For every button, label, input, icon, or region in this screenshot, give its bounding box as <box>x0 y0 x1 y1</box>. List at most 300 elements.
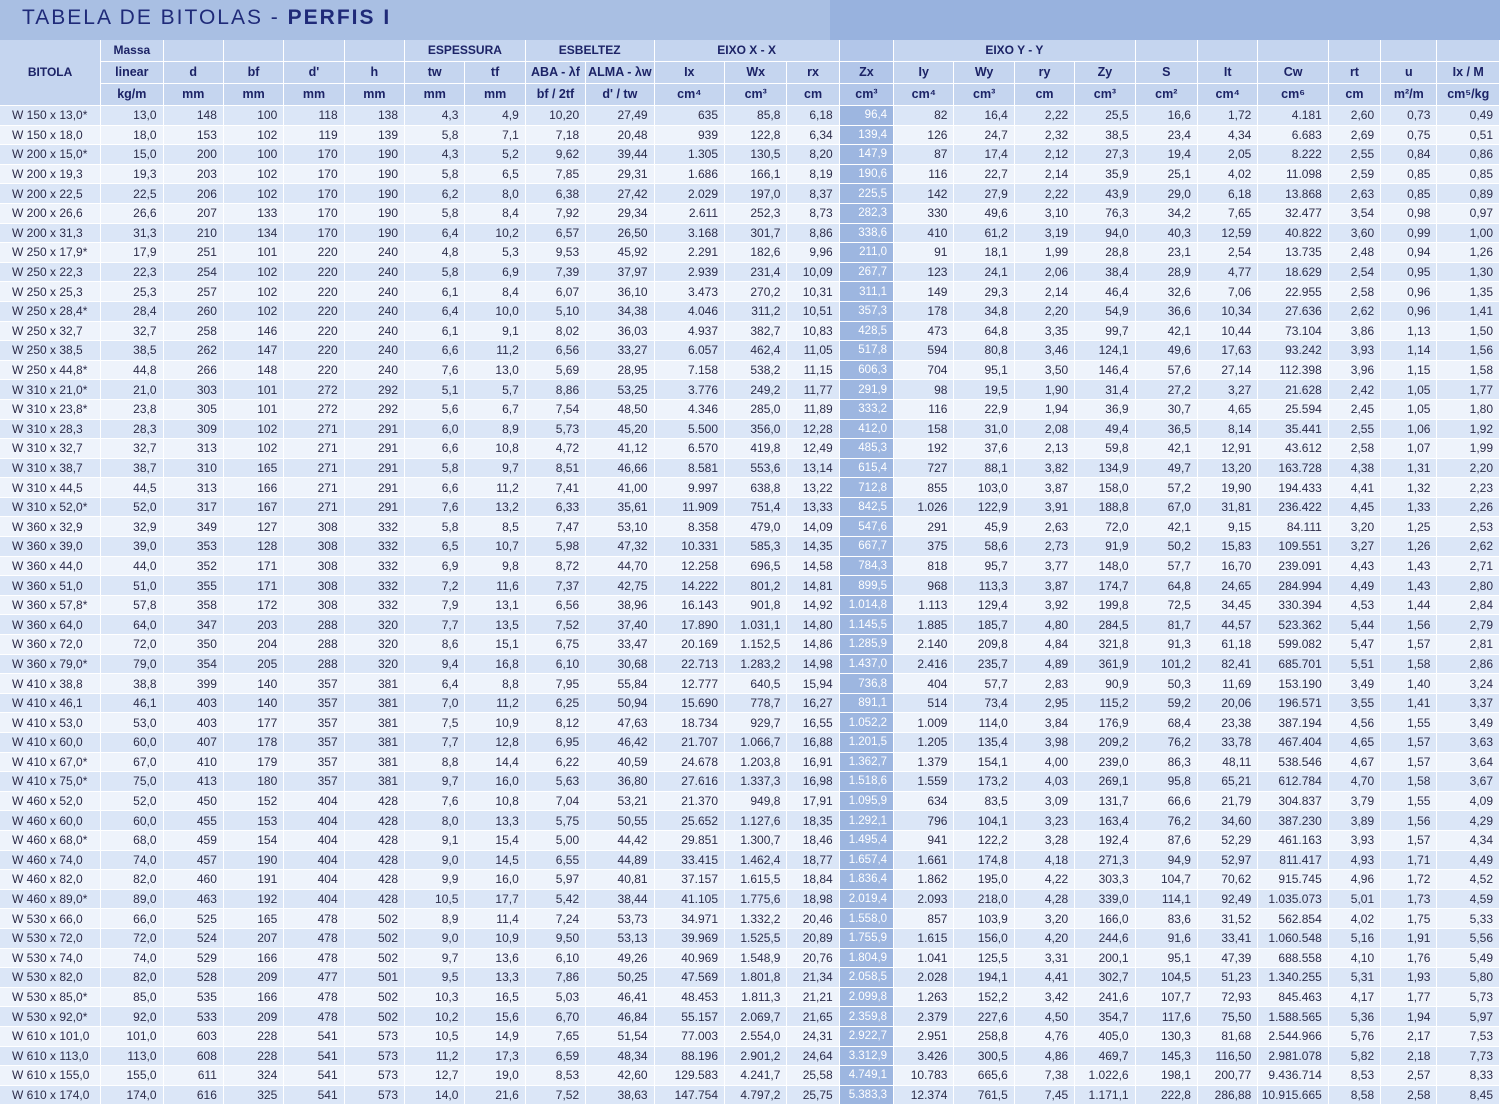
table-cell: 2,84 <box>1437 595 1500 615</box>
table-cell: 10.915.665 <box>1258 1085 1328 1105</box>
table-container <box>0 40 1500 1109</box>
table-cell: 288 <box>284 635 344 655</box>
table-cell: 206 <box>163 184 223 204</box>
table-cell: 8,58 <box>1328 1085 1380 1105</box>
bitola-cell: W 360 x 44,0 <box>0 556 101 576</box>
table-cell: 129,4 <box>954 595 1014 615</box>
table-cell: 1.066,7 <box>725 733 787 753</box>
table-cell: 404 <box>284 830 344 850</box>
table-cell: 209,2 <box>1075 733 1135 753</box>
table-cell: 190,6 <box>839 164 893 184</box>
table-cell: 1.559 <box>894 772 954 792</box>
table-cell: 3,67 <box>1437 772 1500 792</box>
table-cell: 49,26 <box>586 948 654 968</box>
table-cell: 353 <box>163 537 223 557</box>
table-cell: 381 <box>344 674 404 694</box>
table-cell: 12,8 <box>465 733 525 753</box>
table-cell: 1.862 <box>894 870 954 890</box>
table-cell: 929,7 <box>725 713 787 733</box>
bitola-cell: W 150 x 18,0 <box>0 125 101 145</box>
table-cell: 21,65 <box>787 1007 839 1027</box>
table-cell: 5,49 <box>1437 948 1500 968</box>
table-cell: 7,9 <box>405 595 465 615</box>
table-cell: 941 <box>894 830 954 850</box>
table-cell: 7,38 <box>1014 1066 1074 1086</box>
table-cell: 7,7 <box>405 733 465 753</box>
table-cell: 525 <box>163 909 223 929</box>
table-cell: 667,7 <box>839 537 893 557</box>
table-cell: 2.291 <box>654 243 724 263</box>
table-cell: 158 <box>894 419 954 439</box>
table-cell: 154,1 <box>954 752 1014 772</box>
table-cell: 64,8 <box>954 321 1014 341</box>
column-unit-21: cm <box>1328 84 1380 106</box>
column-header-10: Ix <box>654 62 724 84</box>
table-cell: 240 <box>344 341 404 361</box>
table-cell: 16,0 <box>465 772 525 792</box>
table-cell: 3.776 <box>654 380 724 400</box>
table-cell: 11,2 <box>465 693 525 713</box>
table-cell: 104,5 <box>1135 968 1197 988</box>
table-cell: 332 <box>344 537 404 557</box>
table-cell: 603 <box>163 1026 223 1046</box>
table-cell: 13,2 <box>465 497 525 517</box>
table-cell: 260 <box>163 301 223 321</box>
bitola-cell: W 460 x 89,0* <box>0 889 101 909</box>
table-cell: 32,7 <box>101 439 163 459</box>
table-cell: 357 <box>284 752 344 772</box>
table-cell: 1.031,1 <box>725 615 787 635</box>
header-rt-blank <box>1328 40 1380 62</box>
table-cell: 101 <box>223 399 283 419</box>
table-cell: 308 <box>284 595 344 615</box>
table-cell: 6,55 <box>525 850 585 870</box>
bitola-cell: W 530 x 82,0 <box>0 968 101 988</box>
bitola-cell: W 250 x 28,4* <box>0 301 101 321</box>
column-unit-7: mm <box>465 84 525 106</box>
table-cell: 3,98 <box>1014 733 1074 753</box>
table-cell: 104,1 <box>954 811 1014 831</box>
table-cell: 1,41 <box>1381 693 1437 713</box>
table-cell: 42,75 <box>586 576 654 596</box>
column-unit-14: cm⁴ <box>894 84 954 106</box>
table-cell: 3,28 <box>1014 830 1074 850</box>
table-cell: 148 <box>163 106 223 126</box>
table-cell: 541 <box>284 1066 344 1086</box>
table-cell: 36,9 <box>1075 399 1135 419</box>
table-cell: 332 <box>344 517 404 537</box>
table-cell: 76,2 <box>1135 733 1197 753</box>
table-cell: 502 <box>344 1007 404 1027</box>
table-cell: 502 <box>344 928 404 948</box>
table-cell: 1.014,8 <box>839 595 893 615</box>
table-cell: 153 <box>163 125 223 145</box>
table-cell: 291,9 <box>839 380 893 400</box>
table-cell: 18.734 <box>654 713 724 733</box>
table-cell: 291 <box>894 517 954 537</box>
table-cell: 41.105 <box>654 889 724 909</box>
table-cell: 381 <box>344 752 404 772</box>
table-cell: 0,85 <box>1381 184 1437 204</box>
table-cell: 3,49 <box>1328 674 1380 694</box>
table-cell: 11.098 <box>1258 164 1328 184</box>
bitola-cell: W 250 x 38,5 <box>0 341 101 361</box>
table-cell: 131,7 <box>1075 791 1135 811</box>
table-cell: 2,20 <box>1014 301 1074 321</box>
table-cell: 1.203,8 <box>725 752 787 772</box>
bitola-cell: W 530 x 66,0 <box>0 909 101 929</box>
table-cell: 5,6 <box>405 399 465 419</box>
table-cell: 91,9 <box>1075 537 1135 557</box>
table-cell: 5,01 <box>1328 889 1380 909</box>
table-cell: 6,18 <box>787 106 839 126</box>
table-cell: 3,23 <box>1014 811 1074 831</box>
table-cell: 5,00 <box>525 830 585 850</box>
table-cell: 404 <box>894 674 954 694</box>
table-cell: 1,94 <box>1381 1007 1437 1027</box>
table-cell: 450 <box>163 791 223 811</box>
column-unit-22: m²/m <box>1381 84 1437 106</box>
table-cell: 170 <box>284 184 344 204</box>
header-massa: Massa <box>101 40 163 62</box>
table-cell: 200 <box>163 145 223 165</box>
table-cell: 3,84 <box>1014 713 1074 733</box>
table-cell: 541 <box>284 1085 344 1105</box>
table-cell: 33,27 <box>586 341 654 361</box>
table-cell: 638,8 <box>725 478 787 498</box>
table-cell: 114,1 <box>1135 889 1197 909</box>
table-cell: 4,89 <box>1014 654 1074 674</box>
table-cell: 2,55 <box>1328 419 1380 439</box>
table-cell: 562.854 <box>1258 909 1328 929</box>
table-cell: 101,0 <box>101 1026 163 1046</box>
table-cell: 44,89 <box>586 850 654 870</box>
table-cell: 46,42 <box>586 733 654 753</box>
table-row <box>0 635 1500 655</box>
table-cell: 172 <box>223 595 283 615</box>
table-cell: 220 <box>284 243 344 263</box>
table-cell: 8,73 <box>787 203 839 223</box>
table-cell: 240 <box>344 262 404 282</box>
table-cell: 10,34 <box>1197 301 1257 321</box>
table-cell: 95,1 <box>1135 948 1197 968</box>
table-cell: 122,9 <box>954 497 1014 517</box>
table-cell: 4.046 <box>654 301 724 321</box>
table-cell: 2,62 <box>1328 301 1380 321</box>
table-cell: 2,22 <box>1014 184 1074 204</box>
table-cell: 1,71 <box>1381 850 1437 870</box>
table-cell: 2.029 <box>654 184 724 204</box>
table-cell: 354 <box>163 654 223 674</box>
table-cell: 22,5 <box>101 184 163 204</box>
table-cell: 271 <box>284 439 344 459</box>
table-cell: 22,3 <box>101 262 163 282</box>
table-cell: 3.426 <box>894 1046 954 1066</box>
bitola-cell: W 310 x 44,5 <box>0 478 101 498</box>
table-cell: 1.285,9 <box>839 635 893 655</box>
table-cell: 205 <box>223 654 283 674</box>
table-cell: 58,6 <box>954 537 1014 557</box>
table-row <box>0 576 1500 596</box>
table-cell: 174,8 <box>954 850 1014 870</box>
table-cell: 10,8 <box>465 791 525 811</box>
table-cell: 291 <box>344 439 404 459</box>
table-cell: 1,55 <box>1381 791 1437 811</box>
table-cell: 74,0 <box>101 948 163 968</box>
table-row <box>0 752 1500 772</box>
header-bf-blank <box>223 40 283 62</box>
table-cell: 178 <box>894 301 954 321</box>
table-cell: 308 <box>284 576 344 596</box>
table-cell: 13,1 <box>465 595 525 615</box>
table-cell: 89,0 <box>101 889 163 909</box>
title-bar <box>0 0 1500 40</box>
table-cell: 130,5 <box>725 145 787 165</box>
table-cell: 258,8 <box>954 1026 1014 1046</box>
column-unit-20: cm⁶ <box>1258 84 1328 106</box>
table-cell: 292 <box>344 380 404 400</box>
table-cell: 7,65 <box>525 1026 585 1046</box>
table-cell: 64,8 <box>1135 576 1197 596</box>
header-s-blank <box>1135 40 1197 62</box>
table-cell: 1,77 <box>1381 987 1437 1007</box>
table-cell: 81,7 <box>1135 615 1197 635</box>
table-cell: 30,7 <box>1135 399 1197 419</box>
column-header-12: rx <box>787 62 839 84</box>
table-cell: 8,0 <box>465 184 525 204</box>
table-cell: 37,40 <box>586 615 654 635</box>
table-row <box>0 1026 1500 1046</box>
table-row <box>0 693 1500 713</box>
table-cell: 1,35 <box>1437 282 1500 302</box>
table-cell: 6,10 <box>525 654 585 674</box>
table-cell: 1,72 <box>1381 870 1437 890</box>
table-cell: 25,75 <box>787 1085 839 1105</box>
table-row <box>0 203 1500 223</box>
table-cell: 5,42 <box>525 889 585 909</box>
table-cell: 1.152,5 <box>725 635 787 655</box>
table-cell: 7,04 <box>525 791 585 811</box>
table-cell: 220 <box>284 282 344 302</box>
table-cell: 612.784 <box>1258 772 1328 792</box>
column-unit-1: kg/m <box>101 84 163 106</box>
table-cell: 1.379 <box>894 752 954 772</box>
table-cell: 606,3 <box>839 360 893 380</box>
table-cell: 10,20 <box>525 106 585 126</box>
table-cell: 404 <box>284 850 344 870</box>
table-cell: 0,97 <box>1437 203 1500 223</box>
header-zx-blank <box>839 40 893 62</box>
table-cell: 3,37 <box>1437 693 1500 713</box>
table-cell: 3,31 <box>1014 948 1074 968</box>
bitola-cell: W 530 x 92,0* <box>0 1007 101 1027</box>
header-u-blank <box>1381 40 1437 62</box>
table-cell: 113,3 <box>954 576 1014 596</box>
table-cell: 20,46 <box>787 909 839 929</box>
table-cell: 0,84 <box>1381 145 1437 165</box>
table-cell: 6.683 <box>1258 125 1328 145</box>
table-cell: 9,7 <box>405 772 465 792</box>
table-cell: 95,8 <box>1135 772 1197 792</box>
table-cell: 38,96 <box>586 595 654 615</box>
table-cell: 3,09 <box>1014 791 1074 811</box>
column-header-4: d' <box>284 62 344 84</box>
table-cell: 15,6 <box>465 1007 525 1027</box>
table-cell: 59,8 <box>1075 439 1135 459</box>
table-cell: 266 <box>163 360 223 380</box>
table-cell: 83,6 <box>1135 909 1197 929</box>
table-cell: 547,6 <box>839 517 893 537</box>
table-cell: 523.362 <box>1258 615 1328 635</box>
table-cell: 4.241,7 <box>725 1066 787 1086</box>
table-cell: 147,9 <box>839 145 893 165</box>
table-cell: 16,27 <box>787 693 839 713</box>
table-cell: 419,8 <box>725 439 787 459</box>
table-cell: 2.922,7 <box>839 1026 893 1046</box>
table-cell: 6,59 <box>525 1046 585 1066</box>
table-cell: 32,9 <box>101 517 163 537</box>
table-cell: 949,8 <box>725 791 787 811</box>
table-cell: 34,45 <box>1197 595 1257 615</box>
table-cell: 2,23 <box>1437 478 1500 498</box>
table-cell: 665,6 <box>954 1066 1014 1086</box>
table-cell: 4,09 <box>1437 791 1500 811</box>
table-row <box>0 968 1500 988</box>
table-cell: 4,59 <box>1437 889 1500 909</box>
table-cell: 138 <box>344 106 404 126</box>
table-cell: 7,95 <box>525 674 585 694</box>
table-cell: 249,2 <box>725 380 787 400</box>
title-text: TABELA DE BITOLAS - <box>22 6 288 29</box>
table-cell: 47.569 <box>654 968 724 988</box>
table-cell: 405,0 <box>1075 1026 1135 1046</box>
table-cell: 301,7 <box>725 223 787 243</box>
table-cell: 13,33 <box>787 497 839 517</box>
table-cell: 1,57 <box>1381 635 1437 655</box>
table-cell: 0,94 <box>1381 243 1437 263</box>
table-cell: 3,63 <box>1437 733 1500 753</box>
column-header-2: d <box>163 62 223 84</box>
table-cell: 2,60 <box>1328 106 1380 126</box>
table-cell: 403 <box>163 713 223 733</box>
table-cell: 127 <box>223 517 283 537</box>
table-cell: 1,56 <box>1381 615 1437 635</box>
table-cell: 2,80 <box>1437 576 1500 596</box>
table-cell: 4,65 <box>1197 399 1257 419</box>
table-cell: 801,2 <box>725 576 787 596</box>
table-cell: 239,0 <box>1075 752 1135 772</box>
table-cell: 170 <box>284 223 344 243</box>
table-cell: 5,16 <box>1328 928 1380 948</box>
table-cell: 240 <box>344 282 404 302</box>
table-cell: 428,5 <box>839 321 893 341</box>
table-cell: 272 <box>284 380 344 400</box>
table-cell: 70,62 <box>1197 870 1257 890</box>
table-cell: 16,5 <box>465 987 525 1007</box>
table-cell: 784,3 <box>839 556 893 576</box>
table-cell: 1,73 <box>1381 889 1437 909</box>
table-cell: 915.745 <box>1258 870 1328 890</box>
table-cell: 25.652 <box>654 811 724 831</box>
table-cell: 381 <box>344 713 404 733</box>
table-cell: 24,7 <box>954 125 1014 145</box>
table-cell: 1,57 <box>1381 752 1437 772</box>
table-cell: 350 <box>163 635 223 655</box>
table-cell: 12.777 <box>654 674 724 694</box>
table-cell: 33.415 <box>654 850 724 870</box>
table-cell: 3,91 <box>1014 497 1074 517</box>
table-cell: 33,78 <box>1197 733 1257 753</box>
table-cell: 15.690 <box>654 693 724 713</box>
table-cell: 2,13 <box>1014 439 1074 459</box>
table-cell: 21,6 <box>465 1085 525 1105</box>
table-cell: 38,44 <box>586 889 654 909</box>
table-cell: 6,33 <box>525 497 585 517</box>
bitola-cell: W 410 x 38,8 <box>0 674 101 694</box>
table-cell: 271 <box>284 478 344 498</box>
table-cell: 102 <box>223 301 283 321</box>
table-cell: 308 <box>284 517 344 537</box>
table-cell: 381 <box>344 772 404 792</box>
table-cell: 72,5 <box>1135 595 1197 615</box>
table-cell: 478 <box>284 1007 344 1027</box>
table-cell: 6,70 <box>525 1007 585 1027</box>
column-header-5: h <box>344 62 404 84</box>
table-cell: 114,0 <box>954 713 1014 733</box>
table-cell: 5,75 <box>525 811 585 831</box>
table-cell: 685.701 <box>1258 654 1328 674</box>
table-cell: 3,27 <box>1197 380 1257 400</box>
table-cell: 9,5 <box>405 968 465 988</box>
bitola-cell: W 610 x 113,0 <box>0 1046 101 1066</box>
table-cell: 339,0 <box>1075 889 1135 909</box>
table-cell: 4,3 <box>405 106 465 126</box>
table-cell: 857 <box>894 909 954 929</box>
column-header-14: Iy <box>894 62 954 84</box>
table-cell: 573 <box>344 1026 404 1046</box>
table-cell: 1.035.073 <box>1258 889 1328 909</box>
table-cell: 1.437,0 <box>839 654 893 674</box>
table-cell: 192,4 <box>1075 830 1135 850</box>
table-cell: 5,1 <box>405 380 465 400</box>
table-cell: 16,91 <box>787 752 839 772</box>
table-cell: 13,22 <box>787 478 839 498</box>
table-cell: 381 <box>344 733 404 753</box>
table-cell: 37.157 <box>654 870 724 890</box>
table-cell: 7,73 <box>1437 1046 1500 1066</box>
table-cell: 122,8 <box>725 125 787 145</box>
table-row <box>0 889 1500 909</box>
header-row-groups <box>0 40 1500 62</box>
table-cell: 60,0 <box>101 733 163 753</box>
table-cell: 0,98 <box>1381 203 1437 223</box>
table-cell: 16,8 <box>465 654 525 674</box>
table-cell: 1,58 <box>1381 772 1437 792</box>
table-cell: 5,47 <box>1328 635 1380 655</box>
table-cell: 19,3 <box>101 164 163 184</box>
table-cell: 9.997 <box>654 478 724 498</box>
table-cell: 1.615 <box>894 928 954 948</box>
table-cell: 2.058,5 <box>839 968 893 988</box>
table-cell: 18,35 <box>787 811 839 831</box>
table-cell: 1,99 <box>1437 439 1500 459</box>
table-cell: 5,69 <box>525 360 585 380</box>
table-cell: 82 <box>894 106 954 126</box>
table-cell: 10.331 <box>654 537 724 557</box>
bitola-cell: W 610 x 174,0 <box>0 1085 101 1105</box>
table-cell: 6,10 <box>525 948 585 968</box>
table-cell: 3,93 <box>1328 830 1380 850</box>
